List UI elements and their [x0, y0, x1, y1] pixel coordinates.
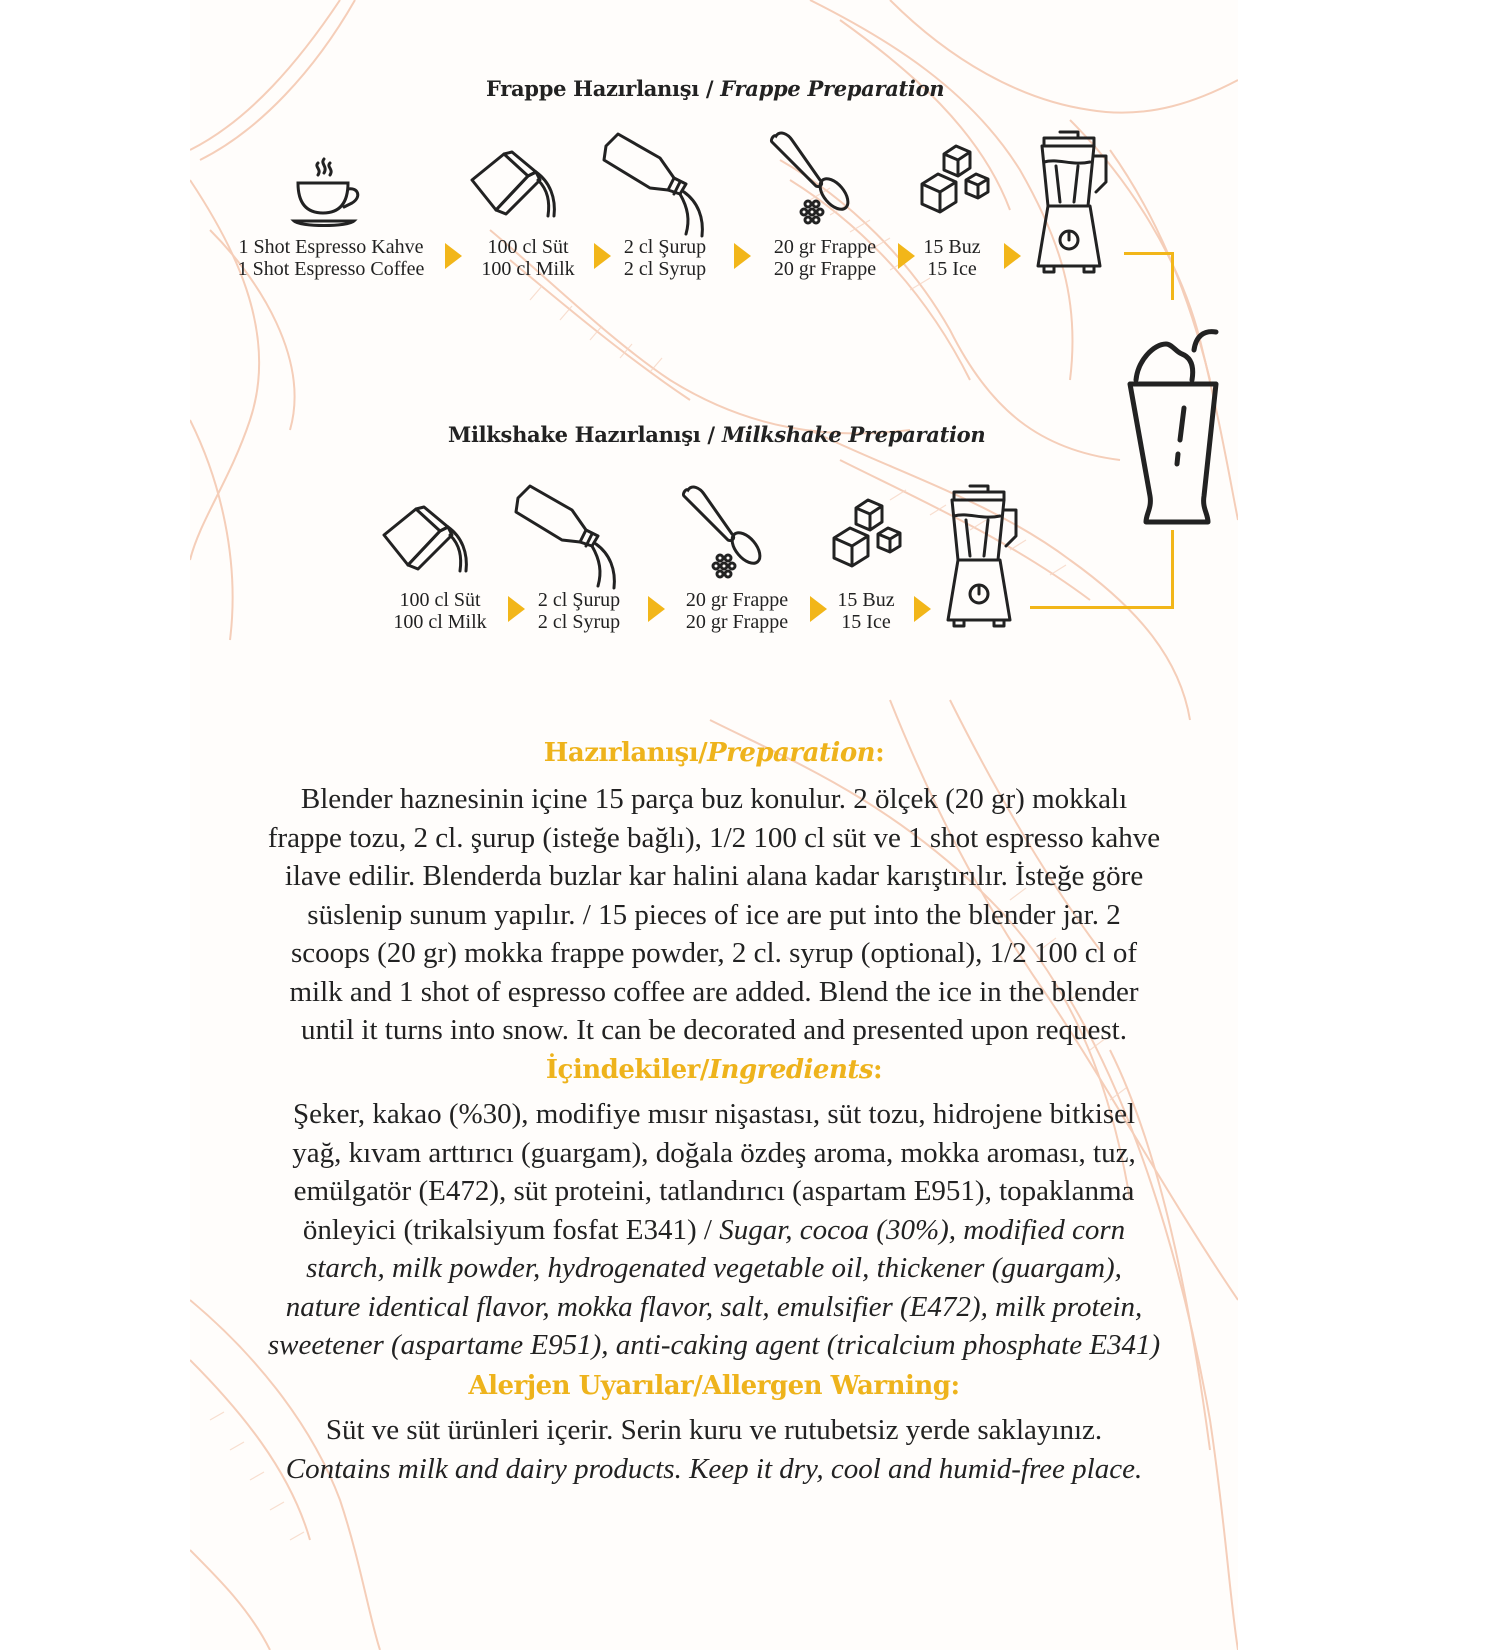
step-arrow-icon: [914, 596, 931, 622]
frappe-title-en: Frappe Preparation: [720, 76, 945, 101]
syrup-bottle-icon: [512, 484, 632, 593]
ingredients-heading: İçindekiler/Ingredients:: [545, 1055, 883, 1085]
ingredients-line: yağ, kıvam arttırıcı (guargam), doğala özdeş aroma, mokka aroması, tuz,: [292, 1136, 1136, 1169]
milkshake-glass-icon: [1126, 320, 1222, 534]
spoon-powder-icon: [770, 130, 870, 234]
blender-icon: [942, 484, 1026, 638]
ice-cubes-icon: [918, 144, 998, 223]
step-arrow-icon: [810, 596, 827, 622]
preparation-line: until it turns into snow. It can be decorated and presented upon request.: [300, 1014, 1127, 1046]
ingredients-text: [190, 1095, 1238, 1365]
milkshake-section-title: [448, 422, 985, 447]
blender-icon: [1032, 130, 1116, 284]
product-info-card: [190, 0, 1238, 1650]
step-arrow-icon: [1004, 243, 1021, 269]
preparation-text: [190, 780, 1238, 1050]
allergen-heading: Alerjen Uyarılar/Allergen Warning:: [468, 1371, 960, 1401]
frappe-title-tr: Frappe Hazırlanışı /: [486, 76, 714, 101]
ice-cubes-icon: [830, 498, 910, 577]
preparation-line: milk and 1 shot of espresso coffee are added. Blend the ice in the blender: [289, 975, 1139, 1008]
allergen-line-tr: Süt ve süt ürünleri içerir. Serin kuru ve rutubetsiz yerde saklayınız.: [325, 1414, 1103, 1446]
preparation-heading: Hazırlanışı/Preparation:: [543, 738, 885, 768]
ingredients-line: nature identical flavor, mokka flavor, salt, emulsifier (E472), milk protein,: [285, 1290, 1143, 1323]
milk-carton-icon: [380, 505, 480, 589]
allergen-text: [190, 1411, 1238, 1488]
spoon-powder-icon: [682, 484, 782, 588]
step-arrow-icon: [734, 243, 751, 269]
ingredients-line: Şeker, kakao (%30), modifiye mısır nişastası, süt tozu, hidrojene bitkisel: [292, 1098, 1136, 1130]
connector-line: [1124, 252, 1174, 255]
milkshake-title-tr: Milkshake Hazırlanışı /: [448, 422, 715, 447]
step-arrow-icon: [594, 243, 611, 269]
frappe-section-title: [486, 76, 944, 101]
coffee-cup-icon: [290, 155, 370, 234]
connector-line: [1030, 606, 1174, 609]
ingredients-line: önleyici (trikalsiyum fosfat E341) / Sugar, cocoa (30%), modified corn: [302, 1213, 1126, 1246]
ingredients-line: starch, milk powder, hydrogenated vegetable oil, thickener (guargam),: [306, 1252, 1122, 1284]
milkshake-step-3-label: 20 gr Frappe 20 gr Frappe: [685, 589, 789, 633]
milk-carton-icon: [468, 150, 568, 234]
preparation-line: ilave edilir. Blenderda buzlar kar halini alana kadar karıştırılır. İsteğe göre: [284, 860, 1144, 892]
preparation-line: Blender haznesinin içine 15 parça buz konulur. 2 ölçek (20 gr) mokkalı: [300, 783, 1128, 815]
frappe-step-5-label: 15 Buz 15 Ice: [923, 236, 981, 280]
milkshake-step-2-label: 2 cl Şurup 2 cl Syrup: [537, 589, 621, 633]
frappe-step-3-label: 2 cl Şurup 2 cl Syrup: [623, 236, 707, 280]
preparation-line: scoops (20 gr) mokka frappe powder, 2 cl. syrup (optional), 1/2 100 cl of: [290, 937, 1138, 969]
preparation-line: frappe tozu, 2 cl. şurup (isteğe bağlı), 1/2 100 cl süt ve 1 shot espresso kahve: [267, 821, 1161, 854]
allergen-line-en: Contains milk and dairy products. Keep it dry, cool and humid-free place.: [285, 1452, 1143, 1485]
step-arrow-icon: [648, 596, 665, 622]
frappe-step-2-label: 100 cl Süt 100 cl Milk: [481, 236, 575, 280]
connector-line: [1171, 530, 1174, 608]
ingredients-line: sweetener (aspartame E951), anti-caking agent (tricalcium phosphate E341): [267, 1329, 1161, 1361]
milkshake-step-4-label: 15 Buz 15 Ice: [837, 589, 895, 633]
frappe-step-4-label: 20 gr Frappe 20 gr Frappe: [773, 236, 877, 280]
ingredients-line: emülgatör (E472), süt proteini, tatlandırıcı (aspartam E951), topaklanma: [293, 1175, 1135, 1207]
preparation-line: süslenip sunum yapılır. / 15 pieces of ice are put into the blender jar. 2: [307, 898, 1121, 931]
step-arrow-icon: [508, 596, 525, 622]
milkshake-step-1-label: 100 cl Süt 100 cl Milk: [393, 589, 487, 633]
connector-line: [1171, 252, 1174, 300]
milkshake-title-en: Milkshake Preparation: [721, 422, 986, 447]
syrup-bottle-icon: [600, 132, 720, 241]
frappe-step-1-label: 1 Shot Espresso Kahve 1 Shot Espresso Coffee: [237, 236, 425, 280]
step-arrow-icon: [445, 243, 462, 269]
